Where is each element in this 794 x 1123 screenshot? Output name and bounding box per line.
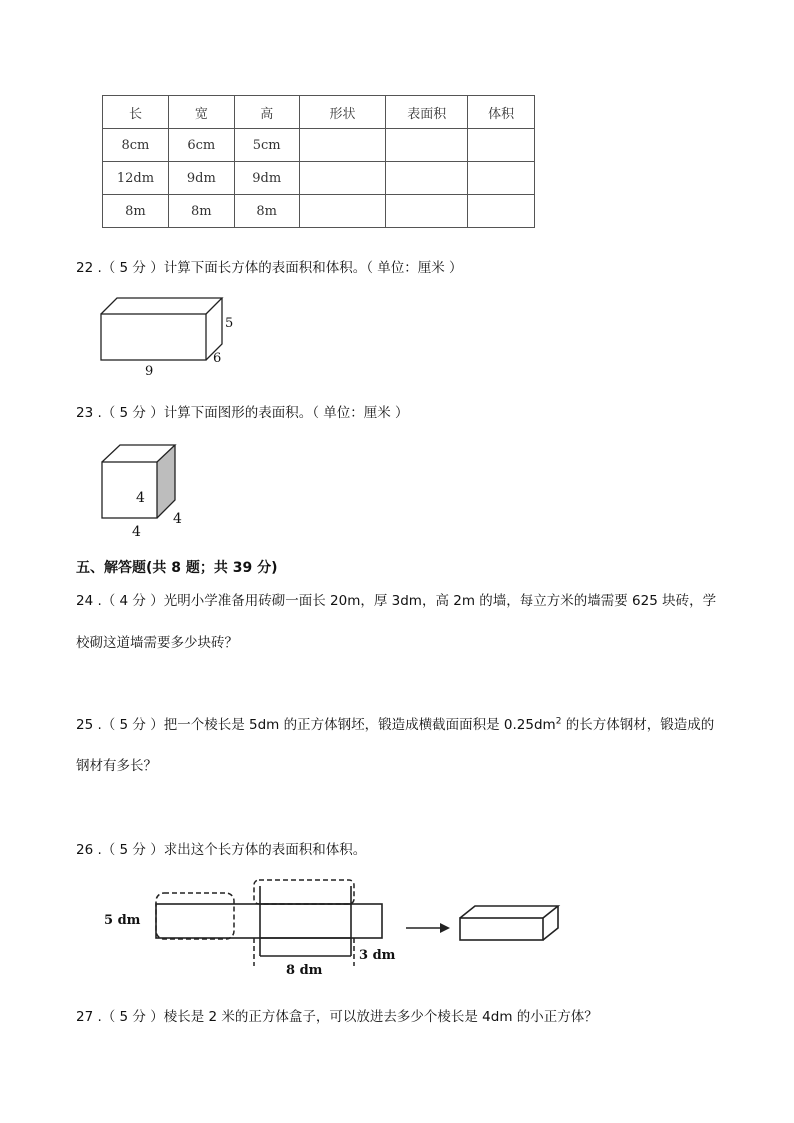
net-width-label: 3 dm (359, 948, 396, 963)
table-cell-volume[interactable] (468, 129, 535, 162)
table-cell: 6cm (168, 129, 234, 162)
header-volume: 体积 (468, 96, 535, 129)
net-dashed-flaps (156, 880, 354, 966)
header-surface-area: 表面积 (386, 96, 468, 129)
table-header-row (103, 96, 535, 129)
cuboid-figure-q22 (95, 292, 245, 377)
table-cell: 9dm (168, 162, 234, 195)
question-25-text-b: 的长方体钢材，锻造成的 (561, 717, 715, 733)
net-solid-outline (156, 886, 382, 956)
net-height-label: 5 dm (104, 913, 141, 928)
table-cell: 8m (234, 195, 299, 228)
question-27-text: 27 .（ 5 分 ）棱长是 2 米的正方体盒子，可以放进去多少个棱长是 4dm 的小正方体？ (76, 1009, 598, 1025)
section-5-title: 五、解答题(共 8 题；共 39 分) (76, 560, 278, 576)
question-22-text: 22 .（ 5 分 ）计算下面长方体的表面积和体积。（ 单位：厘米 ） (76, 260, 463, 276)
cube-front-label: 4 (136, 490, 145, 506)
table-cell-volume[interactable] (468, 162, 535, 195)
cuboid-depth-label: 6 (213, 351, 222, 366)
question-24-line-2: 校砌这道墙需要多少块砖？ (76, 635, 238, 651)
header-shape: 形状 (299, 96, 386, 129)
cuboid-top-face (101, 298, 222, 314)
header-width: 宽 (168, 96, 234, 129)
cube-figure-q23 (95, 440, 195, 542)
table-row (103, 129, 535, 162)
table-row (103, 195, 535, 228)
question-24-line-1: 24 .（ 4 分 ）光明小学准备用砖砌一面长 20m，厚 3dm，高 2m 的墙，每立方米的墙需要 625 块砖，学 (76, 593, 717, 609)
cube-shaded-side (157, 445, 175, 518)
question-23-text: 23 .（ 5 分 ）计算下面图形的表面积。（ 单位：厘米 ） (76, 405, 409, 421)
cube-bottom-label: 4 (132, 524, 141, 540)
arrow-icon (406, 923, 450, 933)
header-length: 长 (103, 96, 169, 129)
table-row (103, 162, 535, 195)
cuboid-front-face (101, 314, 206, 360)
cuboid-height-label: 5 (225, 316, 234, 331)
question-25-text-a: 25 .（ 5 分 ）把一个棱长是 5dm 的正方体钢坯，锻造成横截面面积是 0.25dm (76, 717, 556, 733)
folded-cuboid (460, 906, 558, 940)
superscript-two: 2 (555, 716, 562, 727)
cube-front-face (102, 462, 157, 518)
table-cell-surface-area[interactable] (386, 129, 468, 162)
question-25-line-1 (76, 713, 714, 733)
table-cell: 8cm (103, 129, 169, 162)
table-cell-shape[interactable] (299, 195, 386, 228)
dimensions-table (102, 95, 535, 228)
table-cell-volume[interactable] (468, 195, 535, 228)
header-height: 高 (234, 96, 299, 129)
table-cell-surface-area[interactable] (386, 195, 468, 228)
table-cell: 12dm (103, 162, 169, 195)
table-cell-shape[interactable] (299, 129, 386, 162)
table-cell: 9dm (234, 162, 299, 195)
table-cell: 8m (103, 195, 169, 228)
table-cell: 5cm (234, 129, 299, 162)
net-length-label: 8 dm (286, 963, 323, 978)
cube-side-label: 4 (173, 511, 182, 527)
cuboid-length-label: 9 (145, 364, 154, 377)
table-cell-surface-area[interactable] (386, 162, 468, 195)
table-cell-shape[interactable] (299, 162, 386, 195)
cuboid-net-figure-q26 (100, 876, 570, 982)
table-cell: 8m (168, 195, 234, 228)
question-25-line-2: 钢材有多长？ (76, 758, 157, 774)
question-26-text: 26 .（ 5 分 ）求出这个长方体的表面积和体积。 (76, 842, 367, 858)
